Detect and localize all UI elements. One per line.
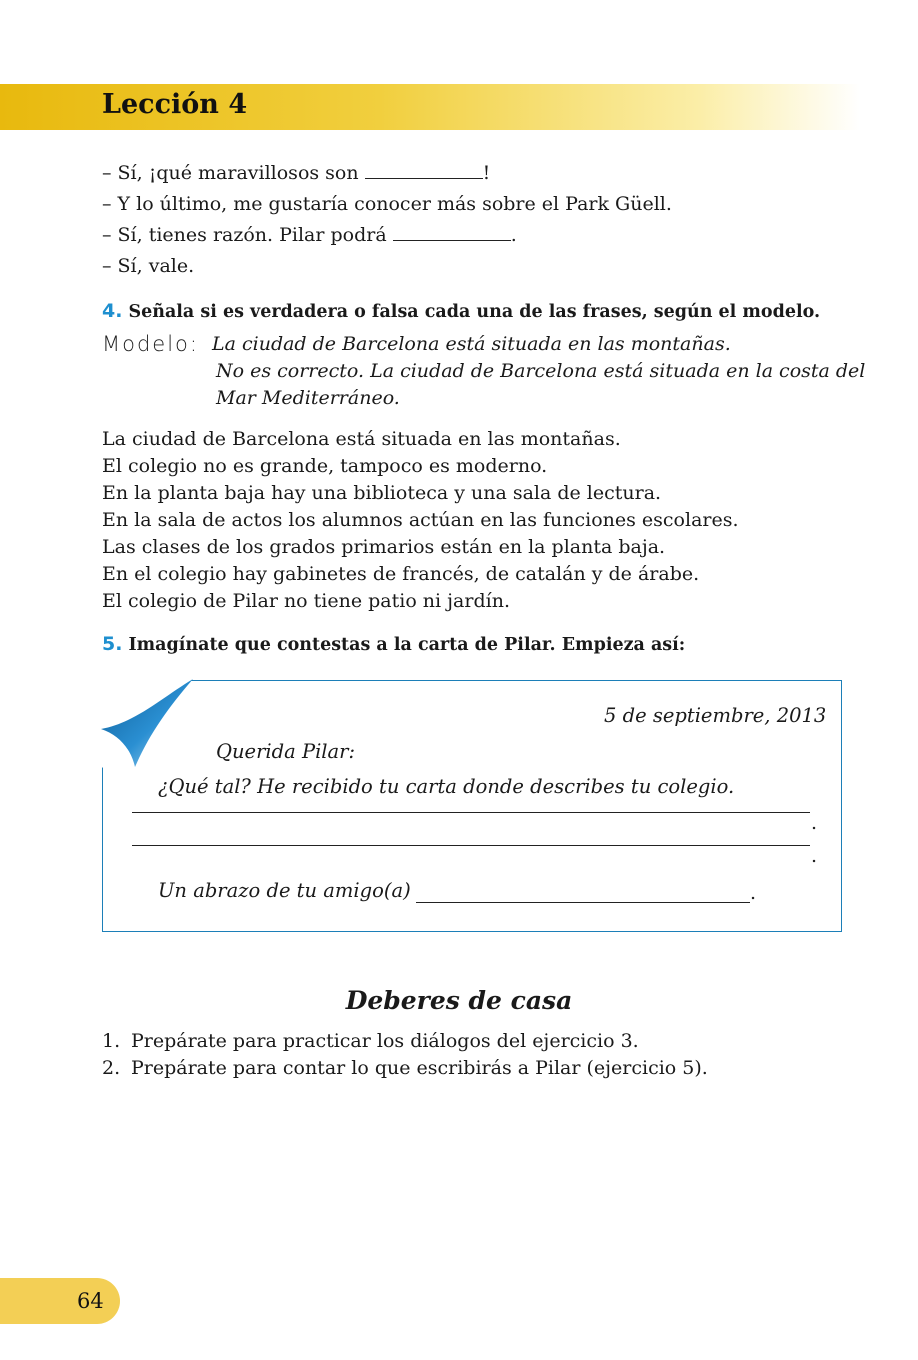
signature-blank[interactable] bbox=[416, 884, 750, 903]
model-line: No es correcto. La ciudad de Barcelona está situada en la costa del bbox=[216, 360, 866, 382]
homework-list bbox=[102, 1028, 708, 1082]
exercise-4-title bbox=[102, 300, 820, 323]
letter-closing: Un abrazo de tu amigo(a) bbox=[158, 879, 411, 902]
line-end-period: . bbox=[811, 845, 818, 867]
letter-opening: ¿Qué tal? He recibido tu carta donde describes tu colegio. bbox=[158, 775, 735, 798]
dialogue-line: – Y lo último, me gustaría conocer más sobre el Park Güell. bbox=[102, 193, 672, 215]
exercise-number: 4. bbox=[102, 300, 123, 322]
line-end-period: . bbox=[811, 812, 818, 834]
statement: La ciudad de Barcelona está situada en las montañas. bbox=[102, 428, 621, 450]
statement: En la planta baja hay una biblioteca y una sala de lectura. bbox=[102, 482, 662, 504]
model-line: La ciudad de Barcelona está situada en las montañas. bbox=[212, 333, 731, 355]
lesson-title: Lección 4 bbox=[102, 89, 248, 120]
statement: En el colegio hay gabinetes de francés, de catalán y de árabe. bbox=[102, 563, 700, 585]
dialogue-line: – Sí, vale. bbox=[102, 255, 195, 277]
writing-line[interactable] bbox=[132, 812, 810, 813]
statement: Las clases de los grados primarios están en la planta baja. bbox=[102, 536, 666, 558]
exercise-number: 5. bbox=[102, 633, 123, 655]
closing-period: . bbox=[750, 882, 757, 904]
model-line: Mar Mediterráneo. bbox=[216, 387, 400, 409]
exercise-5-title bbox=[102, 633, 685, 656]
dialogue-line: – Sí, tienes razón. Pilar podrá . bbox=[102, 224, 517, 246]
exercise-instruction: Señala si es verdadera o falsa cada una de las frases, según el modelo. bbox=[128, 302, 821, 322]
fill-blank[interactable] bbox=[393, 240, 511, 241]
letter-date: 5 de septiembre, 2013 bbox=[604, 704, 827, 727]
writing-line[interactable] bbox=[132, 845, 810, 846]
statement: El colegio no es grande, tampoco es moderno. bbox=[102, 455, 548, 477]
homework-item: 2. Prepárate para contar lo que escribirás a Pilar (ejercicio 5). bbox=[102, 1057, 708, 1079]
statement: En la sala de actos los alumnos actúan en las funciones escolares. bbox=[102, 509, 739, 531]
homework-item: 1. Prepárate para practicar los diálogos del ejercicio 3. bbox=[102, 1030, 639, 1052]
homework-title: Deberes de casa bbox=[345, 986, 573, 1015]
statement-list bbox=[102, 426, 739, 615]
model-label: Modelo: bbox=[102, 332, 199, 356]
page-curl-corner bbox=[101, 679, 196, 769]
fill-blank[interactable] bbox=[365, 178, 483, 179]
letter-greeting: Querida Pilar: bbox=[216, 740, 356, 763]
statement: El colegio de Pilar no tiene patio ni jardín. bbox=[102, 590, 510, 612]
dialogue-line: – Sí, ¡qué maravillosos son ! bbox=[102, 162, 491, 184]
page-number: 64 bbox=[77, 1289, 104, 1313]
exercise-instruction: Imagínate que contestas a la carta de Pilar. Empieza así: bbox=[128, 635, 686, 655]
